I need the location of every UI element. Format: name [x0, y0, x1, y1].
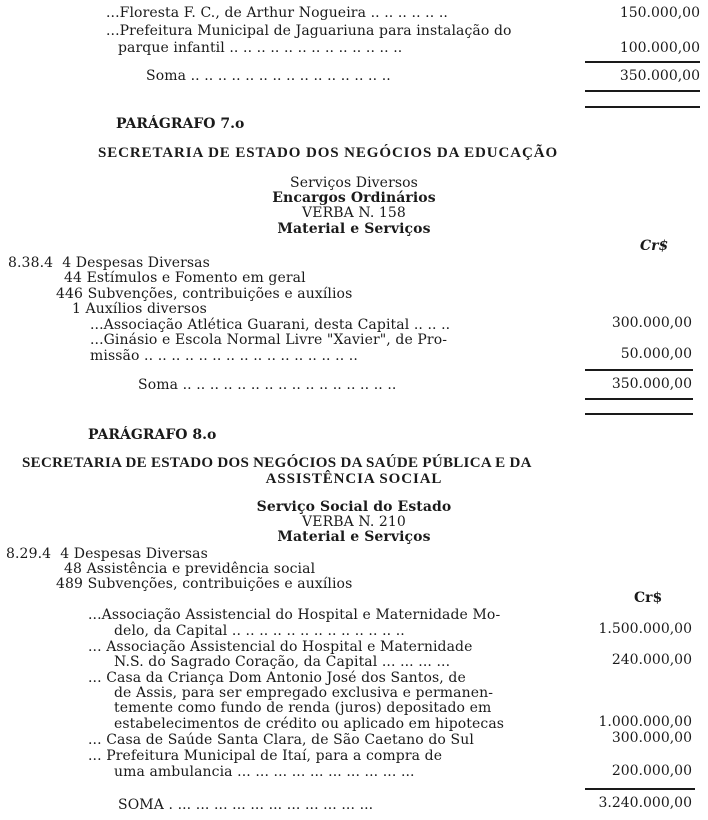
- sum-amount: 350.000,00: [619, 68, 700, 84]
- subheading-bold: Material e Serviços: [277, 221, 431, 237]
- amount: 240.000,00: [611, 652, 692, 668]
- sum-amount: 350.000,00: [611, 376, 692, 392]
- list-item: ... Prefeitura Municipal de Itaí, para a compra de: [88, 748, 443, 764]
- list-item-cont: delo, da Capital .. .. .. .. .. .. .. .. .. .. .. .. ..: [114, 623, 405, 639]
- list-item: ...Associação Assistencial do Hospital e Maternidade Mo-: [88, 607, 501, 623]
- rule-before-sum: [585, 788, 695, 790]
- paragraph-heading: PARÁGRAFO 8.o: [88, 427, 217, 443]
- code-line: 44 Estímulos e Fomento em geral: [64, 270, 306, 286]
- amount: 1.500.000,00: [598, 621, 692, 637]
- list-item-cont: estabelecimentos de crédito ou aplicado em hipotecas: [114, 716, 505, 732]
- paragraph-heading: PARÁGRAFO 7.o: [116, 116, 245, 132]
- amount-jaguariuna: 100.000,00: [619, 40, 700, 56]
- section-title: SECRETARIA DE ESTADO DOS NEGÓCIOS DA SAÚDE PÚBLICA E DA: [22, 455, 532, 471]
- rule-before-sum: [585, 61, 700, 63]
- rule-after-sum-1: [585, 90, 700, 92]
- code-line: 8.29.4 4 Despesas Diversas: [6, 546, 208, 562]
- section-title: SECRETARIA DE ESTADO DOS NEGÓCIOS DA EDUCAÇÃO: [98, 145, 559, 161]
- section-title-cont: ASSISTÊNCIA SOCIAL: [265, 471, 443, 487]
- list-item-cont: temente como fundo de renda (juros) depositado em: [114, 700, 492, 716]
- currency-label: Cr$: [634, 590, 663, 606]
- amount-floresta: 150.000,00: [619, 5, 700, 21]
- list-item-cont: uma ambulancia ... ... ... ... ... ... ... ... ... ...: [114, 764, 415, 780]
- code-line: 48 Assistência e previdência social: [64, 561, 316, 577]
- amount: 200.000,00: [611, 763, 692, 779]
- amount: 50.000,00: [620, 346, 692, 362]
- code-line: 489 Subvenções, contribuições e auxílios: [56, 576, 353, 592]
- sum-amount: 3.240.000,00: [598, 795, 692, 811]
- subheading-bold: Encargos Ordinários: [272, 190, 436, 206]
- list-item-cont: N.S. do Sagrado Coração, da Capital ... ... ... ...: [114, 654, 451, 670]
- rule-before-sum: [585, 369, 693, 371]
- list-item: ... Casa de Saúde Santa Clara, de São Caetano do Sul: [88, 732, 474, 748]
- subheading-bold: Serviço Social do Estado: [256, 499, 452, 515]
- currency-label: Cr$: [640, 238, 669, 254]
- verba-label: VERBA N. 210: [302, 514, 406, 530]
- amount: 1.000.000,00: [598, 714, 692, 730]
- sum-label: Soma .. .. .. .. .. .. .. .. .. .. .. .. .. .. ..: [146, 68, 391, 84]
- sum-label: SOMA . ... ... ... ... ... ... ... ... ... ... ...: [118, 797, 374, 813]
- code-line: 8.38.4 4 Despesas Diversas: [8, 255, 210, 271]
- verba-label: VERBA N. 158: [302, 205, 406, 221]
- list-item-cont: missão .. .. .. .. .. .. .. .. .. .. .. .. .. .. .. ..: [90, 348, 358, 364]
- item-jaguariuna-cont: parque infantil .. .. .. .. .. .. .. .. .. .. .. .. ..: [118, 40, 403, 56]
- item-jaguariuna: ...Prefeitura Municipal de Jaguariuna para instalação do: [106, 23, 512, 39]
- list-item: ... Associação Assistencial do Hospital e Maternidade: [88, 639, 473, 655]
- code-line: 1 Auxílios diversos: [72, 301, 207, 317]
- list-item: ...Associação Atlética Guarani, desta Capital .. .. ..: [90, 317, 451, 333]
- rule-after-sum-2: [585, 413, 693, 415]
- sum-label: Soma .. .. .. .. .. .. .. .. .. .. .. .. .. .. .. ..: [138, 377, 397, 393]
- amount: 300.000,00: [611, 315, 692, 331]
- item-floresta: ...Floresta F. C., de Arthur Nogueira .. .. .. .. .. ..: [106, 5, 448, 21]
- subheading-bold: Material e Serviços: [277, 529, 431, 545]
- list-item-cont: de Assis, para ser empregado exclusiva e permanen-: [114, 685, 494, 701]
- rule-after-sum-2: [585, 106, 700, 108]
- code-line: 446 Subvenções, contribuições e auxílios: [56, 286, 353, 302]
- list-item: ... Casa da Criança Dom Antonio José dos Santos, de: [88, 670, 466, 686]
- amount: 300.000,00: [611, 730, 692, 746]
- rule-after-sum-1: [585, 398, 693, 400]
- subheading: Serviços Diversos: [290, 175, 418, 191]
- list-item: ...Ginásio e Escola Normal Livre "Xavier", de Pro-: [90, 332, 448, 348]
